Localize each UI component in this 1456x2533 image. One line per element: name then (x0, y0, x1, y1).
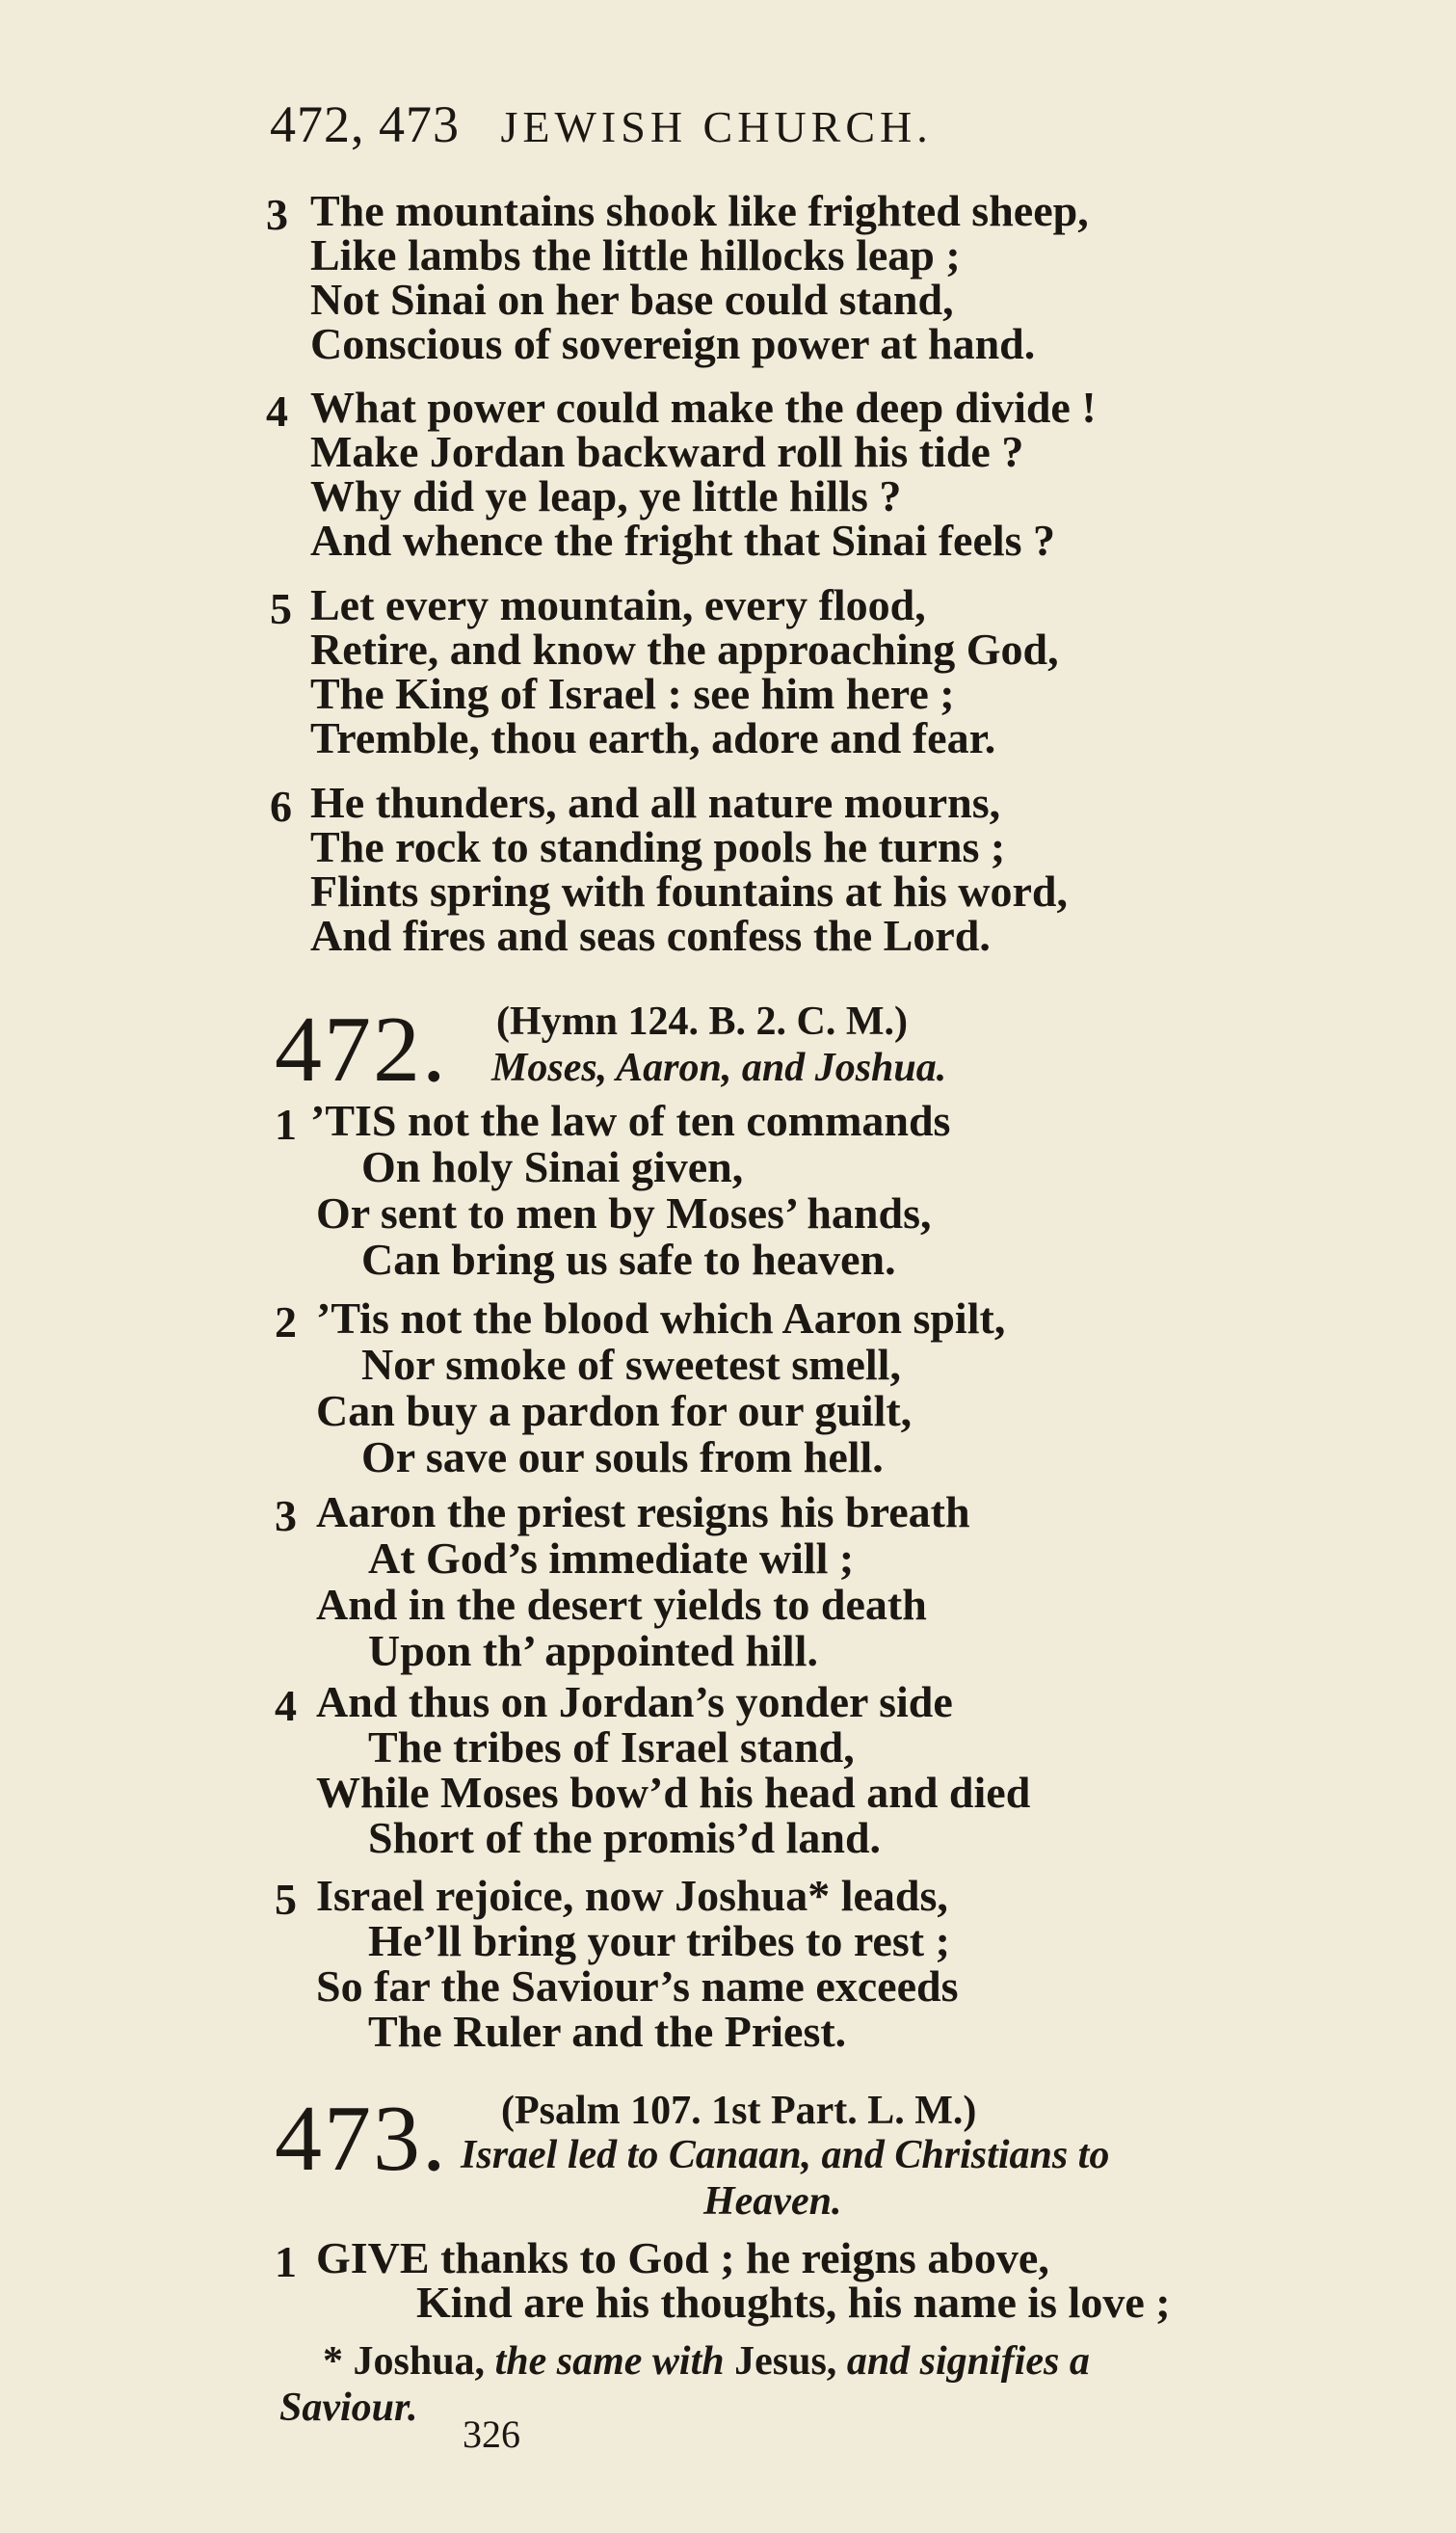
hymn-number: 472. (275, 998, 448, 1102)
verse-line: The Ruler and the Priest. (368, 2007, 847, 2056)
verse-line: Kind are his thoughts, his name is love ; (416, 2278, 1171, 2327)
verse-line: Nor smoke of sweetest smell, (361, 1340, 901, 1389)
verse-line: And fires and seas confess the Lord. (310, 911, 991, 960)
verse-line: What power could make the deep divide ! (310, 383, 1097, 432)
header-page-numbers: 472, 473 (270, 95, 460, 153)
page-header (270, 94, 933, 154)
verse-line: The tribes of Israel stand, (368, 1722, 855, 1772)
stanza-number: 3 (266, 190, 288, 239)
verse-line: Or save our souls from hell. (361, 1432, 884, 1481)
hymn-reference: (Psalm 107. 1st Part. L. M.) (501, 2089, 977, 2133)
verse-line: Can bring us safe to heaven. (361, 1235, 896, 1284)
verse-line: ’TIS not the law of ten commands (310, 1096, 951, 1145)
stanza-number: 3 (275, 1491, 297, 1540)
stanza-number: 4 (266, 387, 288, 436)
verse-line: So far the Saviour’s name exceeds (316, 1961, 959, 2011)
verse-line: On holy Sinai given, (361, 1142, 744, 1191)
hymn-reference: (Hymn 124. B. 2. C. M.) (496, 1000, 908, 1044)
verse-line: Why did ye leap, ye little hills ? (310, 471, 902, 520)
verse-line: And whence the fright that Sinai feels ? (310, 516, 1056, 565)
verse-line: Upon th’ appointed hill. (368, 1626, 818, 1675)
footnote-continued: Saviour. (279, 2386, 418, 2430)
verse-line: Like lambs the little hillocks leap ; (310, 230, 961, 280)
footnote-italic: and signifies a (846, 2339, 1090, 2384)
verse-line: The King of Israel : see him here ; (310, 669, 955, 718)
footnote-word: Jesus, (734, 2339, 837, 2384)
verse-line: The rock to standing pools he turns ; (310, 822, 1006, 871)
verse-line: Retire, and know the approaching God, (310, 625, 1059, 674)
stanza-number: 4 (275, 1681, 297, 1730)
hymn-title: Moses, Aaron, and Joshua. (491, 1046, 947, 1090)
verse-line: And in the desert yields to death (316, 1580, 927, 1629)
verse-line: He’ll bring your tribes to rest ; (368, 1916, 950, 1965)
hymn-number: 473. (275, 2087, 448, 2191)
verse-line: Conscious of sovereign power at hand. (310, 319, 1036, 368)
verse-line: Can buy a pardon for our guilt, (316, 1386, 913, 1435)
verse-line: At God’s immediate will ; (368, 1533, 855, 1583)
footnote-italic: the same with (494, 2339, 725, 2384)
verse-line: Flints spring with fountains at his word, (310, 867, 1068, 916)
hymn-title-continued: Heaven. (703, 2179, 842, 2224)
page-number: 326 (463, 2413, 520, 2456)
verse-line: And thus on Jordan’s yonder side (316, 1677, 953, 1726)
stanza-number: 6 (270, 782, 292, 831)
verse-line: The mountains shook like frighted sheep, (310, 186, 1089, 235)
hymn-title: Israel led to Canaan, and Christians to (461, 2133, 1110, 2177)
verse-line: Make Jordan backward roll his tide ? (310, 427, 1024, 476)
footnote (323, 2338, 1090, 2385)
stanza-number: 1 (275, 2237, 297, 2286)
stanza-number: 1 (275, 1100, 297, 1149)
stanza-number: 5 (275, 1875, 297, 1924)
verse-line: He thunders, and all nature mourns, (310, 778, 1001, 827)
verse-line: Let every mountain, every flood, (310, 580, 926, 629)
verse-line: Israel rejoice, now Joshua* leads, (316, 1871, 948, 1920)
verse-line: ’Tis not the blood which Aaron spilt, (316, 1293, 1006, 1343)
verse-line: Short of the promis’d land. (368, 1813, 882, 1862)
verse-line: Tremble, thou earth, adore and fear. (310, 713, 996, 762)
header-title: JEWISH CHURCH. (500, 102, 933, 151)
verse-line: Aaron the priest resigns his breath (316, 1487, 970, 1536)
stanza-number: 5 (270, 584, 292, 633)
footnote-mark: * Joshua, (323, 2339, 486, 2384)
verse-line: Or sent to men by Moses’ hands, (316, 1188, 932, 1238)
verse-line: GIVE thanks to God ; he reigns above, (316, 2233, 1049, 2282)
stanza-number: 2 (275, 1297, 297, 1346)
verse-line: While Moses bow’d his head and died (316, 1768, 1031, 1817)
verse-line: Not Sinai on her base could stand, (310, 275, 954, 324)
